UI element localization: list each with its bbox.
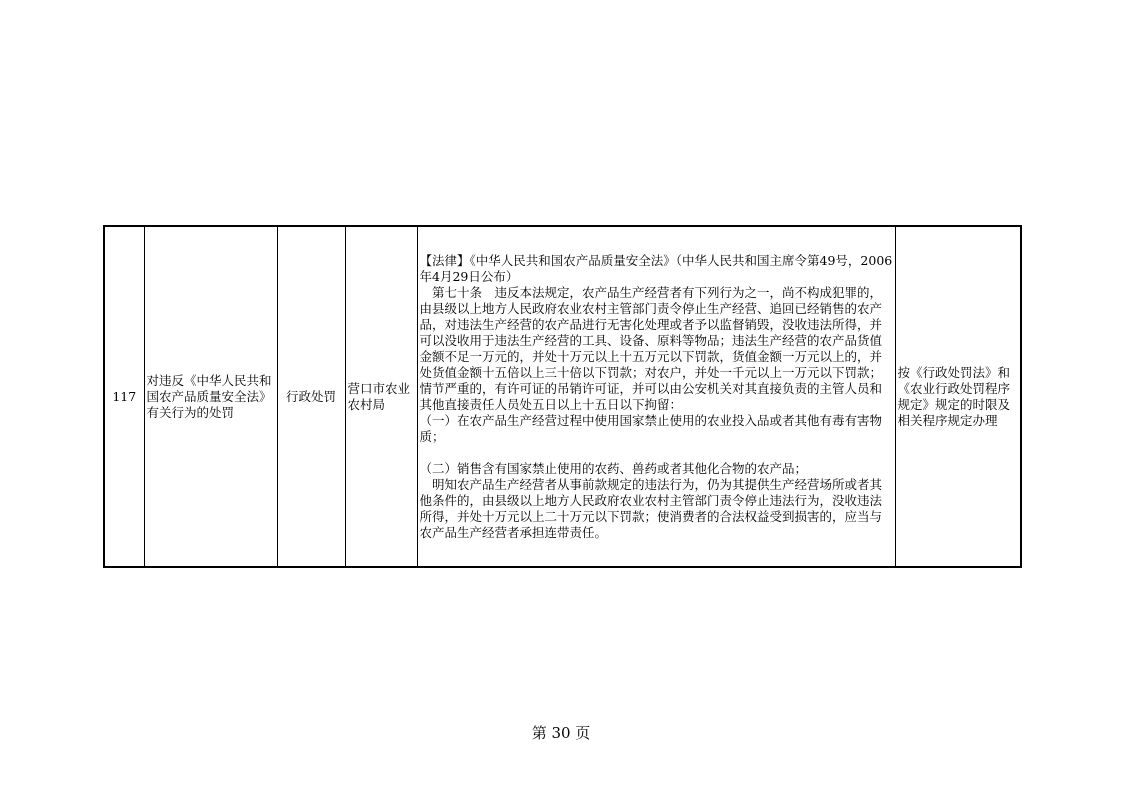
row-number: 117 — [104, 226, 144, 567]
legal-basis-cell — [417, 226, 895, 567]
procedure-cell: 按《行政处罚法》和《农业行政处罚程序规定》规定的时限及相关程序规定办理 — [895, 226, 1021, 567]
department-cell: 营口市农业农村局 — [345, 226, 417, 567]
category-cell: 行政处罚 — [277, 226, 345, 567]
table-row — [104, 226, 1021, 567]
basis-clause-2: （二）销售含有国家禁止使用的农药、兽药或者其他化合物的农产品； — [419, 460, 808, 476]
page-number: 第 30 页 — [531, 724, 591, 742]
basis-law-title: 【法律】《中华人民共和国农产品质量安全法》（中华人民共和国主席令第49号，2006年4月29日公布） — [419, 252, 893, 284]
item-name-cell: 对违反《中华人民共和国农产品质量安全法》有关行为的处罚 — [144, 226, 277, 567]
basis-blank-line — [420, 445, 893, 461]
basis-joint-liability: 明知农产品生产经营者从事前款规定的违法行为，仍为其提供生产经营场所或者其他条件的，由县级以上地方人民政府农业农村主管部门责令停止违法行为，没收违法所得，并处十万元以上二十万元以下罚款；使消费者的合法权益受到损害的，应当与农产品生产经营者承担连带责任。 — [419, 476, 883, 540]
basis-clause-1: （一）在农产品生产经营过程中使用国家禁止使用的农业投入品或者其他有毒有害物质； — [419, 412, 883, 444]
basis-article-70: 第七十条 违反本法规定，农产品生产经营者有下列行为之一，尚不构成犯罪的，由县级以上地方人民政府农业农村主管部门责令停止生产经营、追回已经销售的农产品，对违法生产经营的农产品进行无害化处理或者予以监督销毁，没收违法所得，并可以没收用于违法生产经营的工具、设备、原料等物品；违法生产经营的农产品货值金额不足一万元的，并处十万元以上十五万元以下罚款，货值金额一万元以上的，并处货值金额十五倍以上三十倍以下罚款；对农户，并处一千元以上一万元以下罚款；情节严重的，有许可证的吊销许可证，并可以由公安机关对其直接负责的主管人员和其他直接责任人员处五日以上十五日以下拘留： — [419, 284, 883, 412]
regulation-table — [103, 225, 1022, 568]
